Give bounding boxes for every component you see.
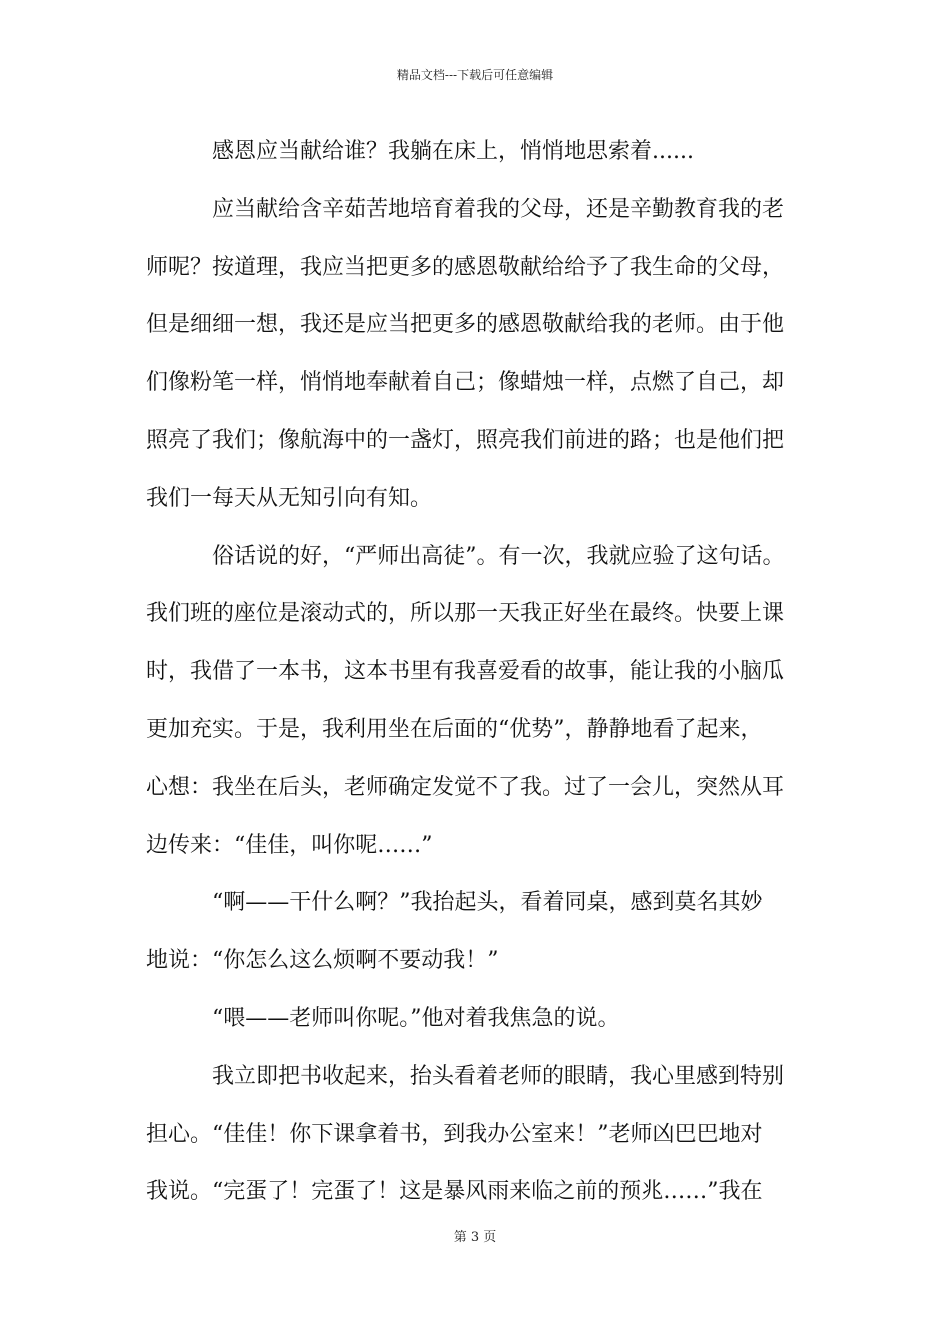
page-number: 第 3 页 [453,1230,497,1245]
page-header: 精品文档---下载后可任意编辑 [396,68,554,82]
document-body [146,134,814,1232]
text-line: 感恩应当献给谁？我躺在床上，悄悄地思索着...... [212,139,694,164]
text-line: “啊——干什么啊？”我抬起头，看着同桌，感到莫名其妙 [212,890,763,916]
text-line: 担心。“佳佳！你下课拿着书，到我办公室来！”老师凶巴巴地对 [146,1121,763,1147]
text-line: 俗话说的好，“严师出高徒”。有一次，我就应验了这句话。 [212,543,785,569]
text-line: 我立即把书收起来，抬头看着老师的眼睛，我心里感到特别 [212,1063,785,1089]
text-line: 但是细细一想，我还是应当把更多的感恩敬献给我的老师。由于他 [146,312,785,338]
text-line: 我们一每天从无知引向有知。 [146,485,433,511]
text-line: 应当献给含辛茹苦地培育着我的父母，还是辛勤教育我的老 [212,196,785,222]
text-line: 边传来：“佳佳，叫你呢……” [146,832,433,858]
text-line: 师呢？按道理，我应当把更多的感恩敬献给给予了我生命的父母， [146,254,785,280]
text-line: 心想：我坐在后头，老师确定发觉不了我。过了一会儿，突然从耳 [146,774,785,800]
text-line: “喂——老师叫你呢。”他对着我焦急的说。 [212,1005,620,1031]
text-line: 时，我借了一本书，这本书里有我喜爱看的故事，能让我的小脑瓜 [146,659,785,685]
text-line: 更加充实。于是，我利用坐在后面的“优势”，静静地看了起来， [146,716,763,742]
text-line: 地说：“你怎么这么烦啊不要动我！” [146,948,499,974]
text-line: 照亮了我们；像航海中的一盏灯，照亮我们前进的路；也是他们把 [146,427,785,453]
text-line: 我说。“完蛋了！完蛋了！这是暴风雨来临之前的预兆……”我在 [146,1179,763,1205]
text-line: 们像粉笔一样，悄悄地奉献着自己；像蜡烛一样，点燃了自己，却 [146,370,785,396]
text-line: 我们班的座位是滚动式的，所以那一天我正好坐在最终。快要上课 [146,601,785,627]
